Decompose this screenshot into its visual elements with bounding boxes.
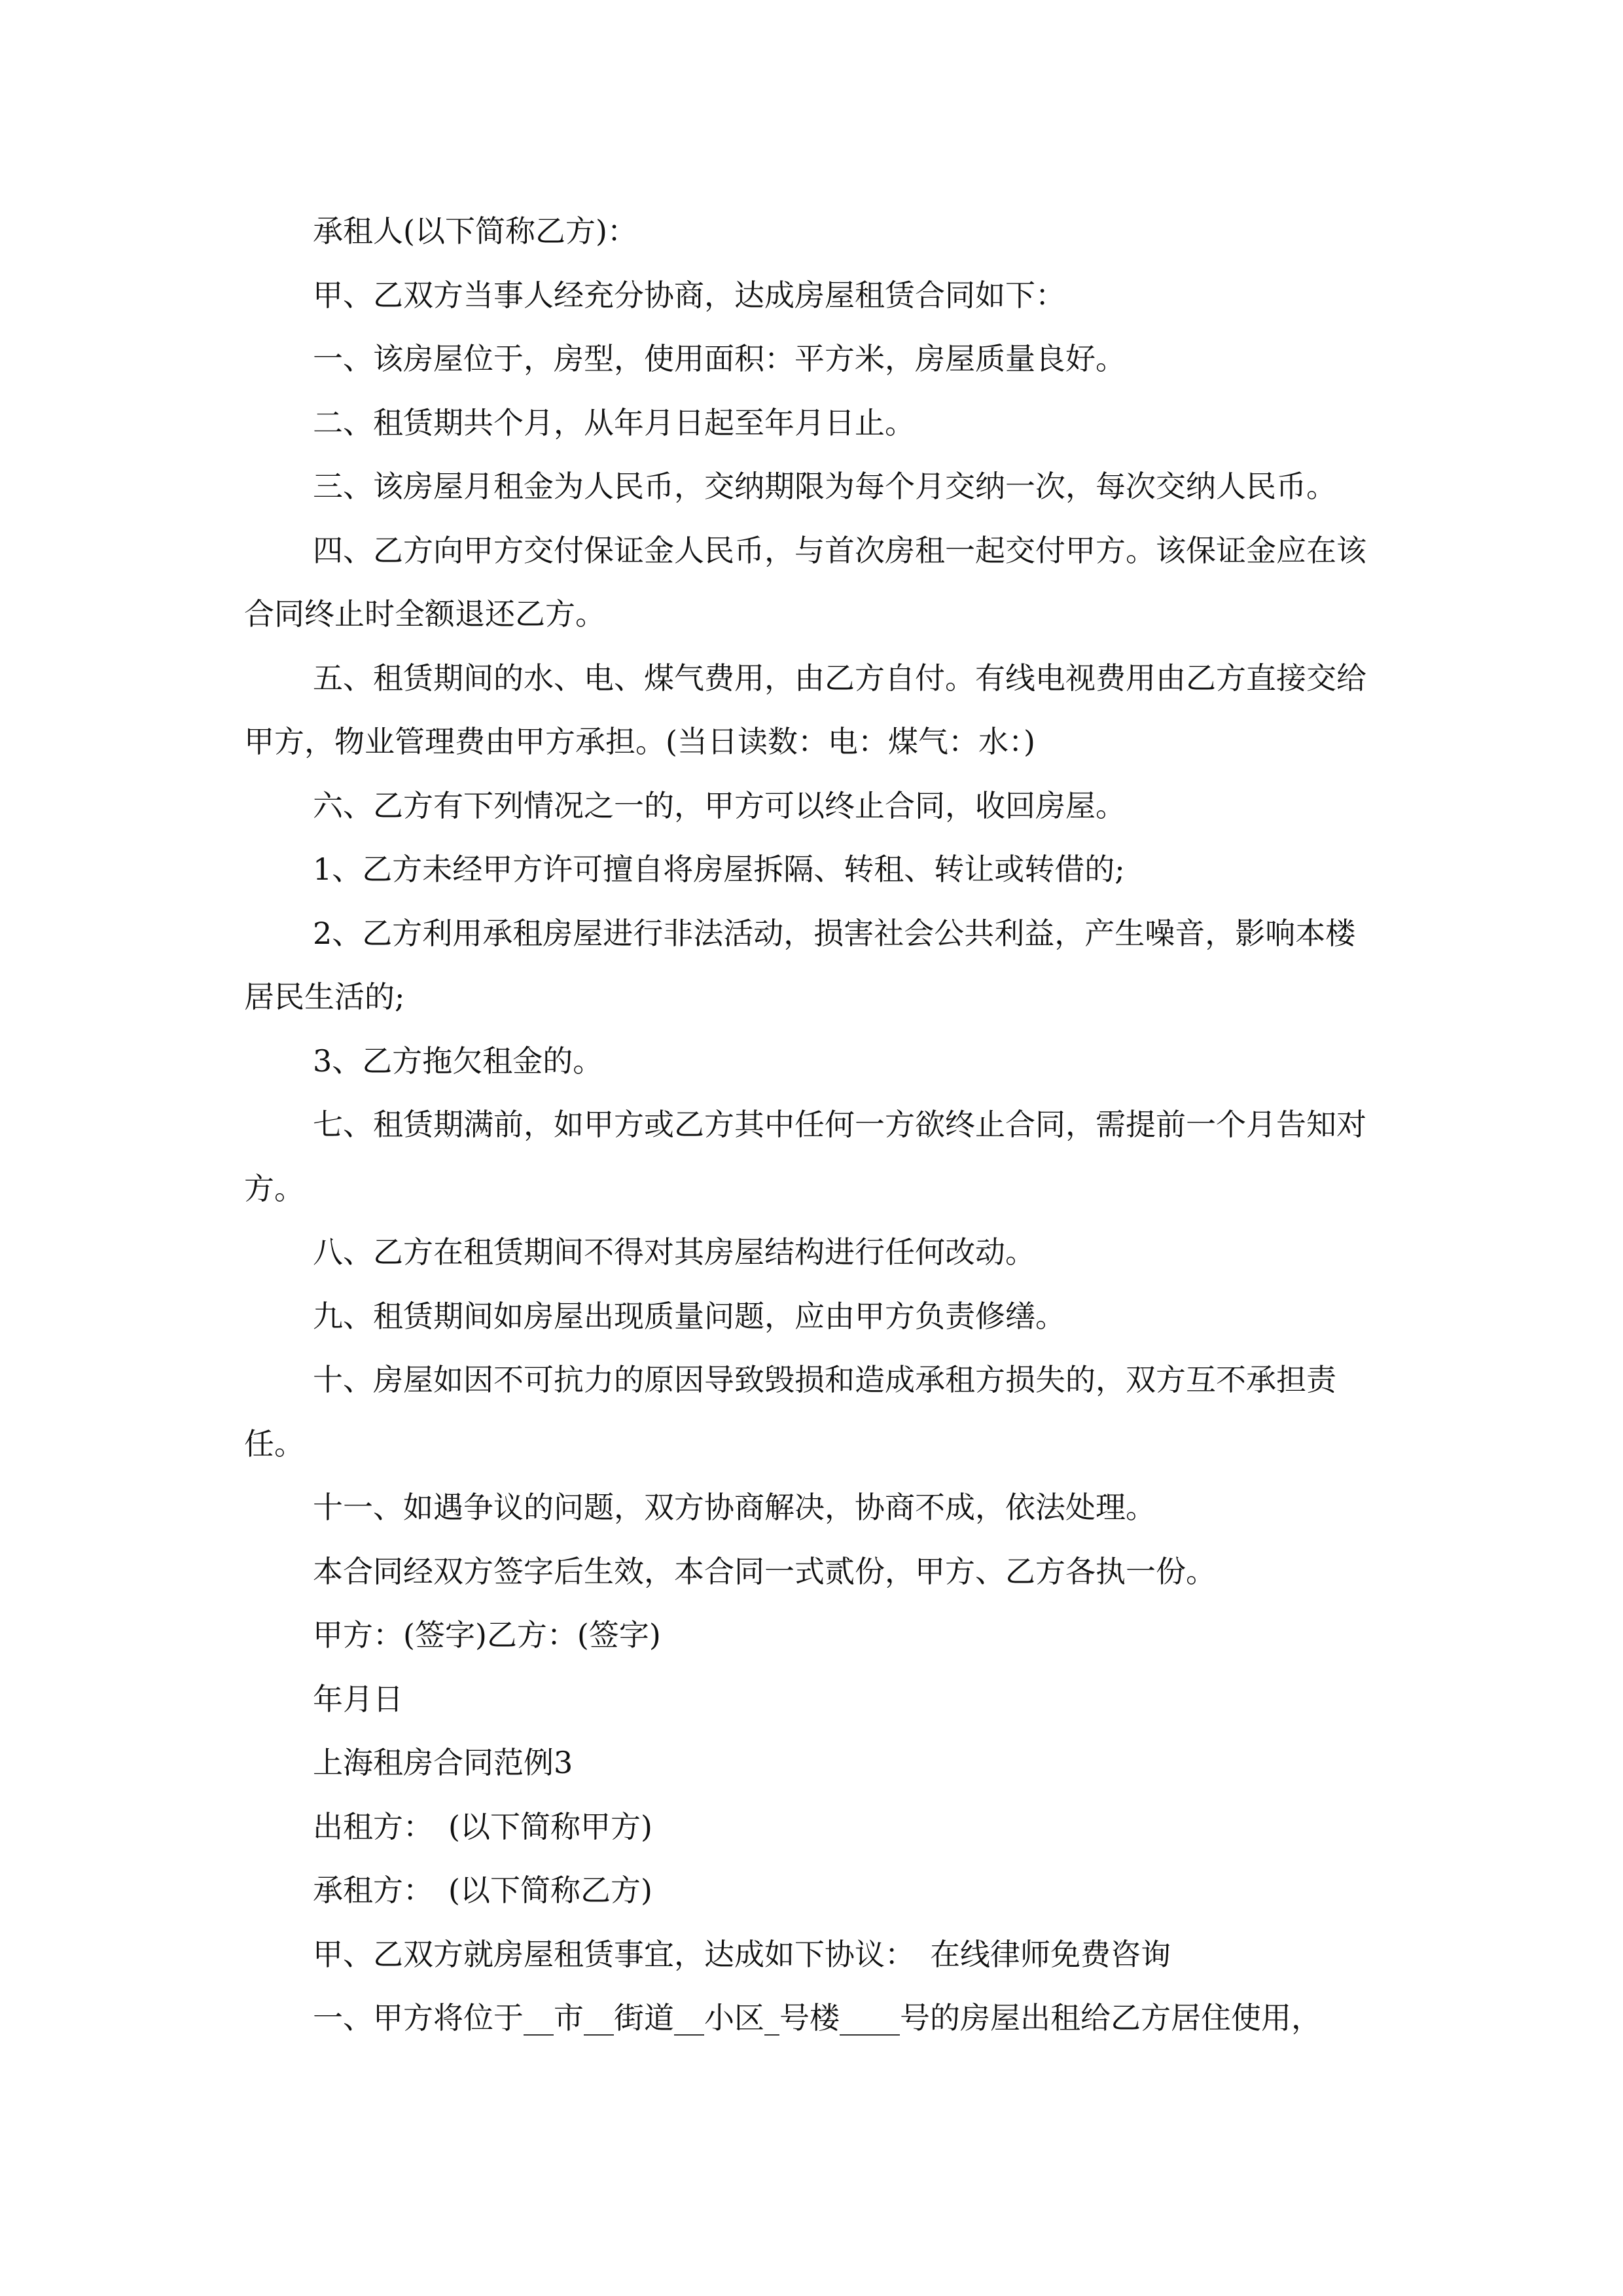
paragraph-clause-6: 六、乙方有下列情况之一的，甲方可以终止合同，收回房屋。 — [313, 787, 1126, 823]
paragraph-clause-1: 一、该房屋位于，房型，使用面积：平方米，房屋质量良好。 — [313, 341, 1126, 376]
paragraph-agreement-intro-2: 甲、乙双方就房屋租赁事宜，达成如下协议： 在线律师免费咨询 — [313, 1936, 1171, 1972]
paragraph-lessor-label: 出租方： (以下简称甲方) — [313, 1808, 652, 1844]
paragraph-clause-1-b: 一、甲方将位于__市__街道__小区_号楼____号的房屋出租给乙方居住使用， — [313, 2000, 1321, 2036]
paragraph-clause-5: 五、租赁期间的水、电、煤气费用，由乙方自付。有线电视费用由乙方直接交给甲方，物业管理费由甲方承担。(当日读数：电：煤气：水：) — [244, 660, 1366, 759]
paragraph-tenant-label: 承租人(以下简称乙方)： — [313, 213, 637, 249]
paragraph-date: 年月日 — [313, 1681, 403, 1717]
paragraph-signatures: 甲方：(签字)乙方：(签字) — [313, 1617, 661, 1653]
paragraph-clause-7: 七、租赁期满前，如甲方或乙方其中任何一方欲终止合同，需提前一个月告知对方。 — [244, 1107, 1366, 1206]
paragraph-clause-4: 四、乙方向甲方交付保证金人民币，与首次房租一起交付甲方。该保证金应在该合同终止时全额退还乙方。 — [244, 532, 1366, 632]
paragraph-clause-8: 八、乙方在租赁期间不得对其房屋结构进行任何改动。 — [313, 1234, 1035, 1270]
document-body — [244, 200, 1383, 2051]
paragraph-agreement-intro: 甲、乙双方当事人经充分协商，达成房屋租赁合同如下： — [313, 277, 1065, 313]
paragraph-clause-3: 三、该房屋月租金为人民币，交纳期限为每个月交纳一次，每次交纳人民币。 — [313, 469, 1336, 504]
paragraph-clause-6-item-2: 2、乙方利用承租房屋进行非法活动，损害社会公共利益，产生噪音，影响本楼居民生活的; — [244, 915, 1356, 1014]
paragraph-clause-10: 十、房屋如因不可抗力的原因导致毁损和造成承租方损失的，双方互不承担责任。 — [244, 1362, 1336, 1462]
paragraph-clause-6-item-3: 3、乙方拖欠租金的。 — [313, 1043, 603, 1079]
paragraph-effectiveness: 本合同经双方签字后生效，本合同一式贰份，甲方、乙方各执一份。 — [313, 1553, 1216, 1589]
section-title: 上海租房合同范例3 — [313, 1745, 573, 1780]
paragraph-clause-6-item-1: 1、乙方未经甲方许可擅自将房屋拆隔、转租、转让或转借的; — [313, 852, 1125, 887]
paragraph-lessee-label: 承租方： (以下简称乙方) — [313, 1873, 652, 1908]
paragraph-clause-2: 二、租赁期共个月，从年月日起至年月日止。 — [313, 404, 915, 440]
paragraph-clause-11: 十一、如遇争议的问题，双方协商解决，协商不成，依法处理。 — [313, 1490, 1156, 1525]
paragraph-clause-9: 九、租赁期间如房屋出现质量问题，应由甲方负责修缮。 — [313, 1298, 1065, 1334]
